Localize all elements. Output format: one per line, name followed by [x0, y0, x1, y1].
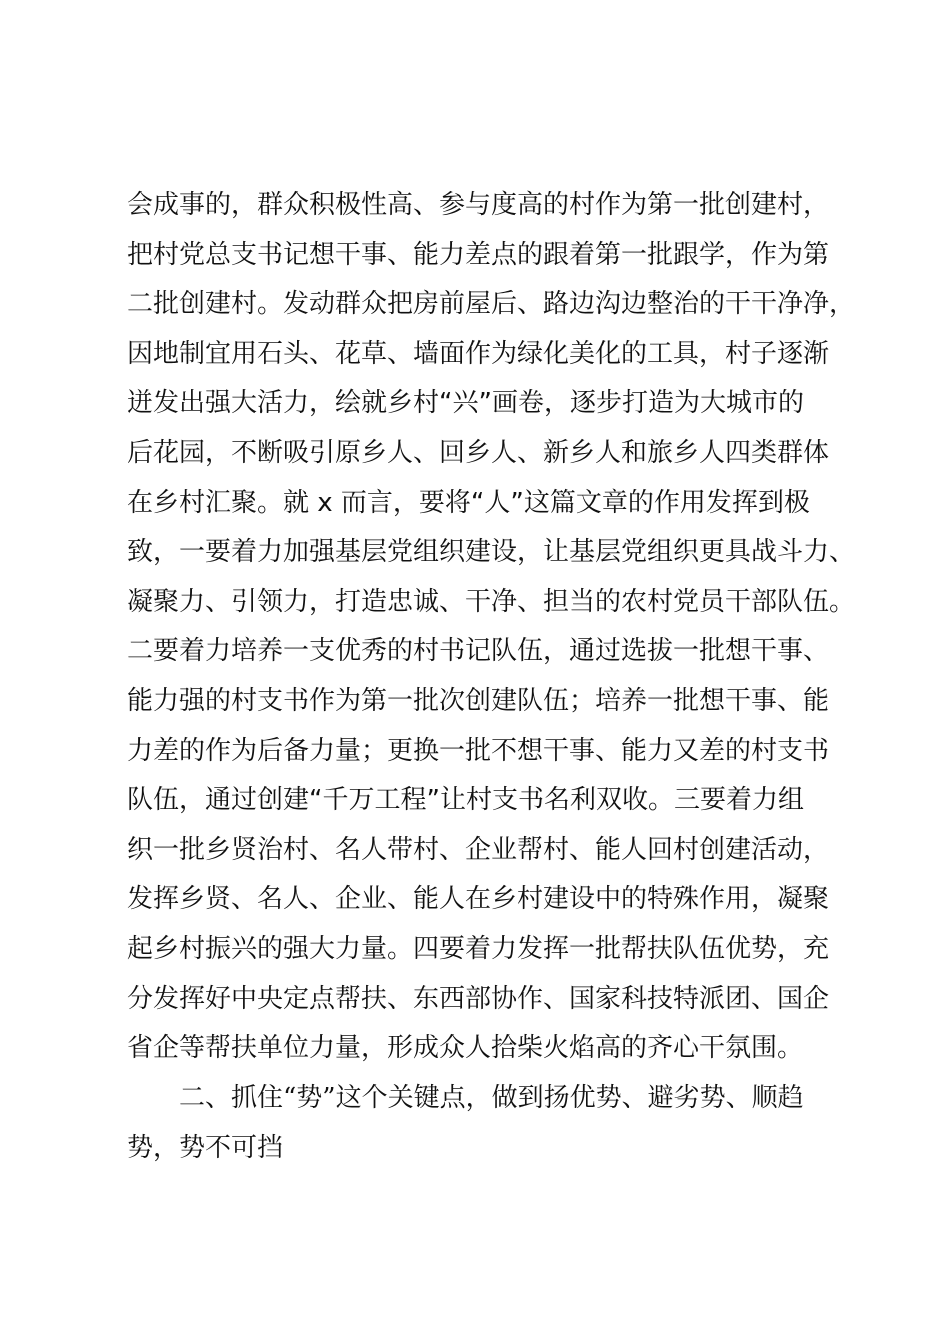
text-line: 二要着力培养一支优秀的村书记队伍，通过选拔一批想干事、 — [127, 636, 830, 667]
text-line: 能力强的村支书作为第一批次创建队伍；培养一批想干事、能 — [127, 685, 830, 716]
text-line: 力差的作为后备力量；更换一批不想干事、能力又差的村支书 — [127, 735, 830, 766]
text-line: 因地制宜用石头、花草、墙面作为绿化美化的工具，村子逐渐 — [127, 338, 830, 369]
text-line: 队伍，通过创建“千万工程”让村支书名利双收。三要着力组 — [127, 785, 804, 816]
text-line: 起乡村振兴的强大力量。四要着力发挥一批帮扶队伍优势，充 — [127, 933, 830, 964]
text-line: 凝聚力、引领力，打造忠诚、干净、担当的农村党员干部队伍。 — [127, 586, 856, 617]
text-line: 分发挥好中央定点帮扶、东西部协作、国家科技特派团、国企 — [127, 983, 830, 1014]
text-line: 致，一要着力加强基层党组织建设，让基层党组织更具战斗力、 — [127, 537, 856, 568]
text-line: 后花园，不断吸引原乡人、回乡人、新乡人和旅乡人四类群体 — [127, 437, 830, 468]
text-line: 在乡村汇聚。就 x 而言，要将“人”这篇文章的作用发挥到极 — [127, 487, 810, 518]
text-line: 迸发出强大活力，绘就乡村“兴”画卷，逐步打造为大城市的 — [127, 388, 804, 419]
text-line: 把村党总支书记想干事、能力差点的跟着第一批跟学，作为第 — [127, 239, 830, 270]
body-paragraph — [127, 181, 857, 1074]
text-line: 织一批乡贤治村、名人带村、企业帮村、能人回村创建活动， — [127, 834, 830, 865]
text-line: 省企等帮扶单位力量，形成众人拾柴火焰高的齐心干氛围。 — [127, 1033, 804, 1064]
heading-line: 二、抓住“势”这个关键点，做到扬优势、避劣势、顺趋 — [179, 1083, 804, 1113]
heading-line: 势，势不可挡 — [127, 1132, 284, 1163]
text-line: 二批创建村。发动群众把房前屋后、路边沟边整治的干干净净， — [127, 289, 856, 320]
text-line: 发挥乡贤、名人、企业、能人在乡村建设中的特殊作用，凝聚 — [127, 884, 830, 915]
section-heading — [127, 1074, 857, 1173]
text-line: 会成事的，群众积极性高、参与度高的村作为第一批创建村， — [127, 190, 830, 220]
